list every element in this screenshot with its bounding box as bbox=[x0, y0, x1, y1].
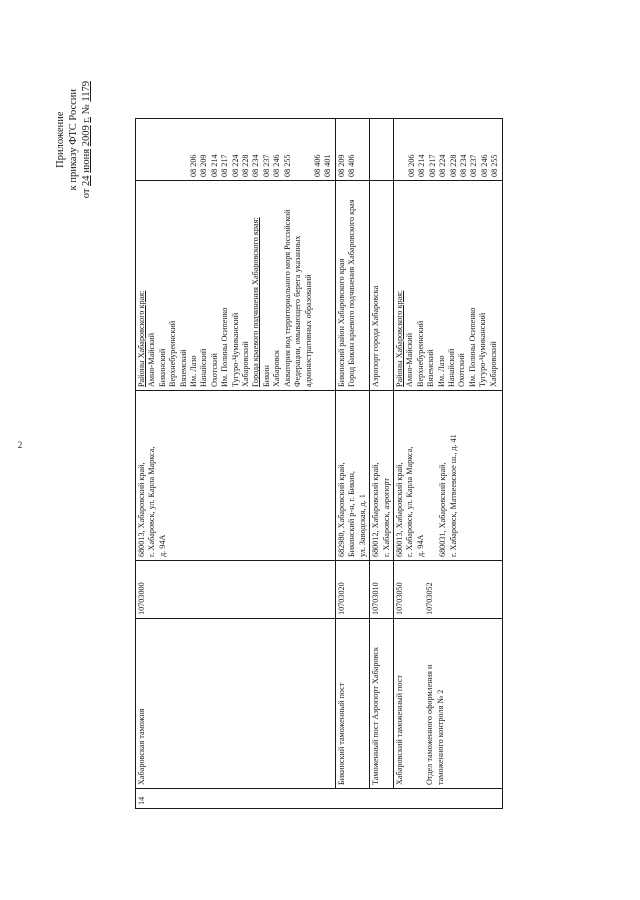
appendix-title: Приложение bbox=[55, 111, 66, 168]
rotated-page bbox=[50, 75, 590, 825]
sub-office-address: 680031, Хабаровский край, bbox=[438, 462, 448, 557]
order-day: 24 bbox=[81, 175, 92, 186]
appendix-header bbox=[54, 81, 93, 198]
okato-cell: 08 206 08 214 08 217 08 224 08 228 08 234 08 237 08 246 08 255 bbox=[393, 119, 502, 181]
appendix-order-ref: к приказу ФТС России bbox=[68, 88, 79, 191]
customs-table bbox=[135, 118, 503, 809]
order-year: 2009 bbox=[81, 125, 92, 147]
address-cell: 680013, Хабаровский край, г. Хабаровск, ул. Карла Маркса, д. 94А bbox=[136, 391, 336, 561]
office-code-cell: 10703020 bbox=[335, 561, 369, 619]
table-row bbox=[393, 119, 502, 809]
office-name-cell: Бикинский таможенный пост bbox=[335, 619, 369, 789]
office-code-cell: 10703010 bbox=[370, 561, 394, 619]
okato-cell: 08 209 08 406 bbox=[335, 119, 369, 181]
sub-office-code: 10703052 bbox=[425, 582, 435, 615]
table-row bbox=[370, 119, 394, 809]
office-name-cell: Хабаровская таможня bbox=[136, 619, 336, 789]
order-number: 1179 bbox=[81, 81, 92, 102]
office-name-cell: Хабаровский таможенный пост Отдел таможенного оформления и таможенного контроля № 2 bbox=[393, 619, 502, 789]
address-cell: 680013, Хабаровский край, г. Хабаровск, ул. Карла Маркса, д. 94А 680031, Хабаровский край, г. Хабаровск, Матвеевское ш., д. 41 bbox=[393, 391, 502, 561]
territory-cell: Аэропорт города Хабаровска bbox=[370, 181, 394, 391]
okato-cell: 08 206 08 209 08 214 08 217 08 224 08 228 08 234 08 237 08 246 08 255 08 406 08 401 bbox=[136, 119, 336, 181]
office-code-cell: 10703000 bbox=[136, 561, 336, 619]
address-cell: 680012, Хабаровский край, г. Хабаровск, аэропорт bbox=[370, 391, 394, 561]
okato-cell bbox=[370, 119, 394, 181]
row-number-cell: 14 bbox=[136, 789, 503, 809]
page-number: 2 bbox=[17, 440, 23, 450]
order-month: июня bbox=[81, 148, 92, 173]
appendix-date-line: от 24 июня 2009 г. № 1179 bbox=[81, 81, 92, 199]
sub-office-name: Отдел таможенного оформления и таможенного контроля № 2 bbox=[425, 664, 445, 785]
office-code-cell: 10703050 10703052 bbox=[393, 561, 502, 619]
address-cell: 682980, Хабаровский край, Бикинский р-н, г. Бикин, ул. Заводская, д. 1 bbox=[335, 391, 369, 561]
office-name-cell: Таможенный пост Аэропорт Хабаровск bbox=[370, 619, 394, 789]
table-row bbox=[136, 119, 336, 809]
territory-cell: Районы Хабаровского края: Амно-Майский Бикинский Верхнебуреинский Вяземский Им. Лазо Нанайский Охотский Им. Полины Осипенко Тугуро-Чумиканский Хабаровский Города краевого подчинения Хабаровского края: Бикин Хабаровск Акватория вод территориального моря Российской Федерации, омывающего берега указанных административных образований bbox=[136, 181, 336, 391]
table-row bbox=[335, 119, 369, 809]
territory-cell: Районы Хабаровского края: Амно-Майский Верхнебуреинский Вяземский Им. Лазо Нанайский Охотский Им. Полины Осипенко Тугуро-Чумиканский Хабаровский bbox=[393, 181, 502, 391]
territory-cell: Бикинский район Хабаровского края Город Бикин краевого подчинения Хабаровского края bbox=[335, 181, 369, 391]
